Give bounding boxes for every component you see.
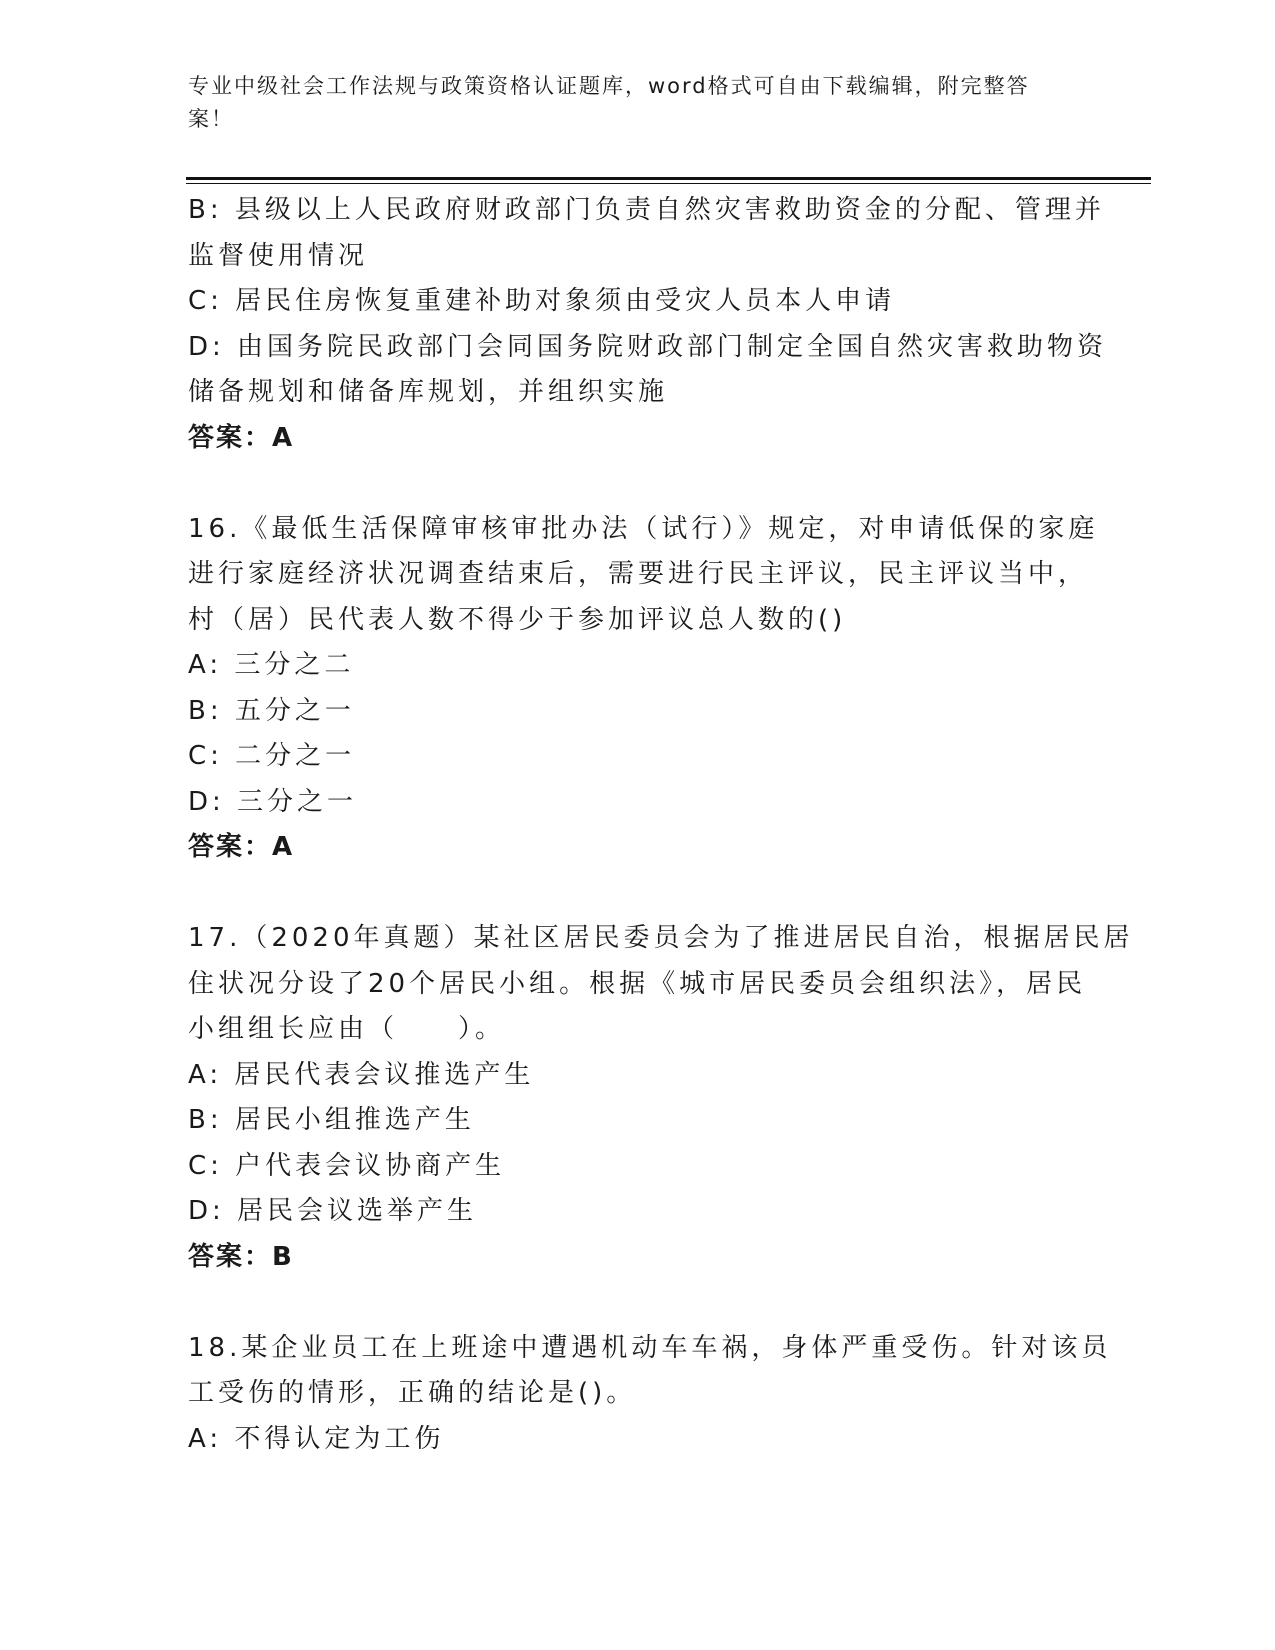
page-header: 专业中级社会工作法规与政策资格认证题库，word格式可自由下载编辑，附完整答案！	[188, 74, 1030, 131]
q16-stem-line3: 村（居）民代表人数不得少于参加评议总人数的()	[188, 604, 847, 635]
q17-option-b: B: 居民小组推选产生	[188, 1105, 475, 1135]
question-15	[188, 188, 1108, 461]
q16-stem-line2: 进行家庭经济状况调查结束后，需要进行民主评议，民主评议当中，	[188, 559, 1089, 589]
q18-stem-line1: 18.某企业员工在上班途中遭遇机动车车祸，身体严重受伤。针对该员	[188, 1332, 1112, 1363]
q17-option-d: D: 居民会议选举产生	[188, 1196, 478, 1226]
q16-option-b: B: 五分之一	[188, 695, 355, 726]
header-divider-thick	[186, 177, 1151, 180]
q15-option-b-line2: 监督使用情况	[188, 240, 369, 271]
q17-answer: 答案：B	[188, 1241, 294, 1272]
q18-stem-line2: 工受伤的情形，正确的结论是()。	[188, 1378, 637, 1408]
spacer	[188, 461, 1088, 507]
q16-answer: 答案：A	[188, 832, 295, 862]
header-divider-thin	[186, 183, 1151, 184]
question-content	[188, 188, 1134, 1462]
q16-stem-line1: 16.《最低生活保障审核审批办法（试行）》规定，对申请低保的家庭	[188, 513, 1099, 544]
question-18	[188, 1326, 1112, 1463]
q16-option-d: D: 三分之一	[188, 786, 358, 817]
q15-option-c: C: 居民住房恢复重建补助对象须由受灾人员本人申请	[188, 286, 896, 316]
q17-option-a: A: 居民代表会议推选产生	[188, 1059, 535, 1090]
q17-option-c: C: 户代表会议协商产生	[188, 1150, 506, 1181]
question-17	[188, 916, 1134, 1280]
q16-option-a: A: 三分之二	[188, 650, 355, 680]
q15-option-d-line1: D: 由国务院民政部门会同国务院财政部门制定全国自然灾害救助物资	[188, 331, 1108, 362]
q17-stem-line1: 17.（2020年真题）某社区居民委员会为了推进居民自治，根据居民居	[188, 923, 1134, 953]
q17-stem-line2: 住状况分设了20个居民小组。根据《城市居民委员会组织法》，居民	[188, 968, 1087, 999]
q15-option-b-line1: B: 县级以上人民政府财政部门负责自然灾害救助资金的分配、管理并	[188, 195, 1105, 225]
spacer	[188, 1280, 1088, 1326]
question-16	[188, 507, 1099, 871]
q15-answer: 答案：A	[188, 422, 295, 453]
q15-option-d-line2: 储备规划和储备库规划，并组织实施	[188, 377, 669, 407]
q18-option-a: A: 不得认定为工伤	[188, 1423, 445, 1454]
q17-stem-line3: 小组组长应由（ ）。	[188, 1014, 506, 1044]
spacer	[188, 871, 1088, 917]
q16-option-c: C: 二分之一	[188, 741, 356, 771]
